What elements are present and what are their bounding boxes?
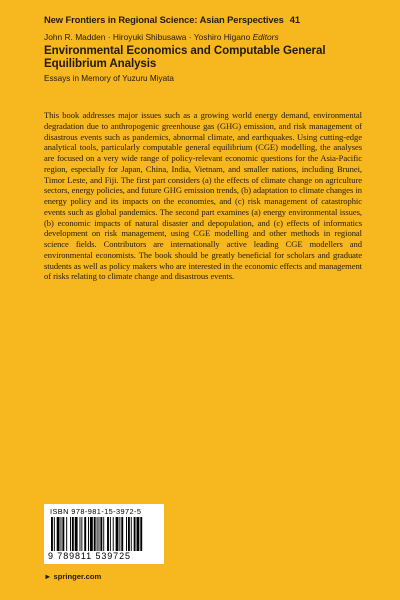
publisher-link[interactable] [44, 572, 101, 581]
isbn-text: ISBN 978-981-15-3972-5 [50, 507, 142, 516]
editors-line [44, 32, 279, 42]
series-title [44, 14, 300, 25]
barcode-digits: 9 789811 539725 [48, 551, 131, 561]
book-title: Environmental Economics and Computable General Equilibrium Analysis [44, 44, 326, 71]
series-volume: 41 [289, 14, 300, 25]
editor-names: John R. Madden · Hiroyuki Shibusawa · Yoshiro Higano [44, 32, 251, 42]
barcode-icon [50, 517, 158, 551]
arrow-right-icon: ► [44, 572, 52, 581]
book-description: This book addresses major issues such as a growing world energy demand, environmental degradation due to anthropogenic greenhouse gas (GHG) emission, and risk management of disastrous events such as pandemics, abnormal climate, and earthquakes. Using cutting-edge analytical tools, particularly computable general equilibrium (CGE) modelling, the analyses are focused on a very wide range of policy-relevant economic questions for the Asia-Pacific region, especially for Japan, China, India, Vietnam, and smaller nations, including Brunei, Timor Leste, and Fiji. The first part considers (a) the effects of climate change on agriculture sectors, energy policies, and future GHG emission trends, (b) adaptation to climate changes in energy policy and its impacts on the economies, and (c) risk management of catastrophic events such as global pandemics. The second part examines (a) energy environmental issues, (b) economic impacts of natural disaster and depopulation, and (c) effects of informatics development on risk management, using CGE modelling and other methods in regional science fields. Contributors are internationally active leading CGE modellers and environmental economists. The book should be greatly beneficial for scholars and graduate students as well as policy makers who are interested in the economic effects and management of risks relating to climate change and disastrous events. [44, 110, 362, 282]
book-subtitle: Essays in Memory of Yuzuru Miyata [44, 74, 174, 83]
barcode-panel [44, 504, 164, 564]
publisher-url: springer.com [53, 572, 102, 581]
series-name: New Frontiers in Regional Science: Asian Perspectives [44, 14, 284, 25]
editors-label: Editors [252, 32, 279, 42]
